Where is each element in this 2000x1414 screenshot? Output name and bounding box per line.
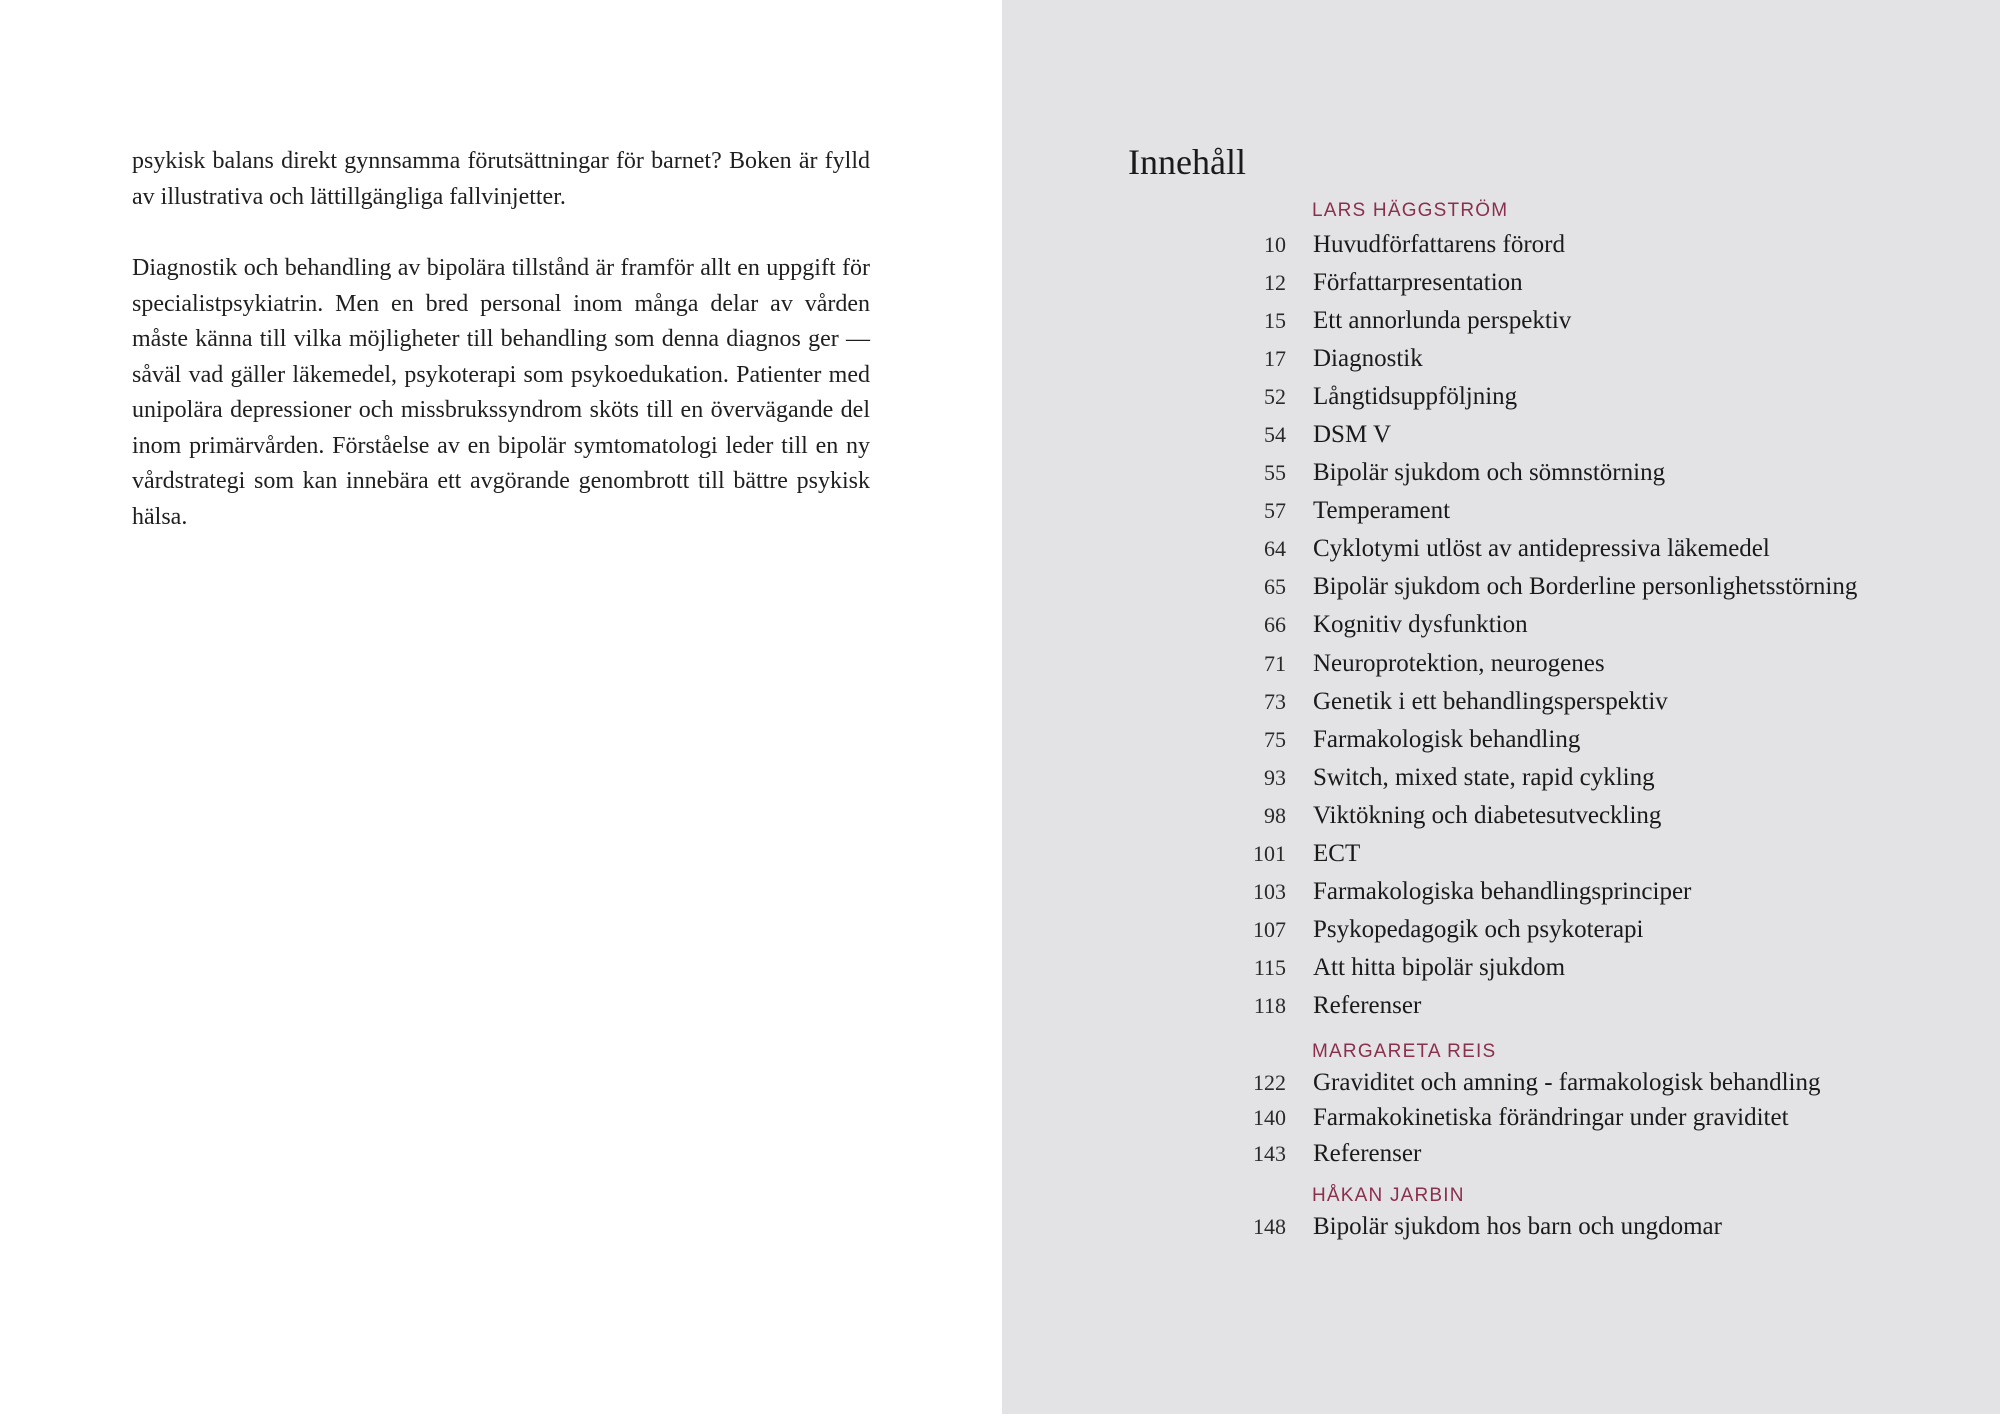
toc-entry-title: Neuroprotektion, neurogenes bbox=[1313, 649, 1605, 677]
toc-title: Innehåll bbox=[1128, 142, 1246, 182]
toc-entry bbox=[1002, 568, 2000, 606]
body-paragraph-1: psykisk balans direkt gynnsamma förutsättningar för barnet? Boken är fylld av illustrativa och lättillgängliga fallvinjetter. bbox=[132, 148, 870, 210]
toc-section-haggstrom bbox=[1002, 198, 2000, 1025]
toc-entry-title: Farmakologisk behandling bbox=[1313, 725, 1581, 753]
toc-entry-title: Diagnostik bbox=[1313, 345, 1423, 373]
toc-entry bbox=[1002, 683, 2000, 721]
toc-entry bbox=[1002, 378, 2000, 416]
toc-page-number: 71 bbox=[1264, 650, 1286, 676]
toc-entry bbox=[1002, 759, 2000, 797]
toc-entry-title: Bipolär sjukdom och sömnstörning bbox=[1313, 459, 1666, 487]
toc-entry bbox=[1002, 302, 2000, 340]
table-of-contents bbox=[1002, 198, 2000, 1245]
toc-entry bbox=[1002, 1065, 2000, 1101]
toc-entry bbox=[1002, 987, 2000, 1025]
toc-entry bbox=[1002, 492, 2000, 530]
toc-page-number: 10 bbox=[1264, 232, 1286, 257]
toc-page-number: 140 bbox=[1253, 1105, 1286, 1131]
toc-entry-title: Farmakologiska behandlingsprinciper bbox=[1313, 877, 1692, 905]
toc-entry-title: Långtidsuppföljning bbox=[1313, 383, 1518, 411]
toc-entry bbox=[1002, 454, 2000, 492]
toc-entry bbox=[1002, 530, 2000, 568]
toc-page-number: 12 bbox=[1264, 270, 1286, 296]
toc-entry-title: Graviditet och amning - farmakologisk behandling bbox=[1313, 1068, 1821, 1096]
toc-page-number: 52 bbox=[1264, 384, 1286, 410]
toc-author-heading: MARGARETA REIS bbox=[1312, 1040, 1497, 1062]
toc-entry-title: Switch, mixed state, rapid cykling bbox=[1313, 763, 1655, 791]
toc-page-number: 98 bbox=[1264, 802, 1286, 828]
right-page bbox=[1002, 0, 2000, 1414]
toc-entry bbox=[1002, 1100, 2000, 1136]
toc-page-number: 148 bbox=[1253, 1214, 1286, 1240]
toc-entry-title: Bipolär sjukdom och Borderline personlighetsstörning bbox=[1313, 573, 1858, 601]
toc-page-number: 57 bbox=[1264, 498, 1286, 524]
toc-page-number: 66 bbox=[1264, 612, 1286, 638]
toc-entry bbox=[1002, 797, 2000, 835]
toc-entry bbox=[1002, 340, 2000, 378]
toc-entry-title: ECT bbox=[1313, 839, 1361, 867]
toc-entry bbox=[1002, 264, 2000, 302]
toc-entry bbox=[1002, 1209, 2000, 1245]
toc-page-number: 122 bbox=[1253, 1069, 1286, 1095]
toc-page-number: 115 bbox=[1253, 954, 1286, 980]
toc-page-number: 73 bbox=[1264, 688, 1286, 714]
toc-entry-title: Referenser bbox=[1313, 991, 1422, 1019]
toc-entry-title: Psykopedagogik och psykoterapi bbox=[1313, 915, 1644, 943]
toc-page-number: 64 bbox=[1264, 536, 1286, 562]
toc-page-number: 118 bbox=[1253, 992, 1286, 1018]
toc-entry-title: Huvudförfattarens förord bbox=[1313, 231, 1565, 258]
toc-entry bbox=[1002, 911, 2000, 949]
toc-page-number: 55 bbox=[1264, 460, 1286, 486]
toc-entry-title: Författarpresentation bbox=[1313, 269, 1523, 297]
toc-page-number: 143 bbox=[1253, 1140, 1286, 1166]
toc-entry-title: Viktökning och diabetesutveckling bbox=[1313, 801, 1662, 829]
toc-section-jarbin bbox=[1002, 1183, 2000, 1245]
toc-entry-title: Farmakokinetiska förändringar under graviditet bbox=[1313, 1104, 1789, 1132]
toc-entry bbox=[1002, 835, 2000, 873]
toc-entry-title: Temperament bbox=[1313, 497, 1451, 525]
toc-section-reis bbox=[1002, 1039, 2000, 1172]
body-paragraph-2: Diagnostik och behandling av bipolära tillstånd är framför allt en uppgift för specialistpsykiatrin. Men en bred personal inom många delar av vården måste känna till vilka möjligheter till behandling som denna diagnos ger — såväl vad gäller läkemedel, psykoterapi som psykoedukation. Patienter med unipolära depressioner och missbrukssyndrom sköts till en övervägande del inom primärvården. Förståelse av en bipolär symtomatologi leder till en ny vårdstrategi som kan innebära ett avgörande genombrott till bättre psykisk hälsa. bbox=[132, 255, 870, 530]
toc-entry bbox=[1002, 606, 2000, 644]
toc-page-number: 103 bbox=[1253, 878, 1286, 904]
toc-entry bbox=[1002, 873, 2000, 911]
toc-page-number: 93 bbox=[1264, 764, 1286, 790]
toc-author-heading: LARS HÄGGSTRÖM bbox=[1312, 200, 1509, 221]
toc-page-number: 107 bbox=[1253, 916, 1286, 942]
toc-entry bbox=[1002, 721, 2000, 759]
toc-entry-title: Genetik i ett behandlingsperspektiv bbox=[1313, 687, 1668, 715]
toc-entry-title: Att hitta bipolär sjukdom bbox=[1313, 953, 1566, 981]
toc-page-number: 101 bbox=[1253, 840, 1286, 866]
toc-entry bbox=[1002, 645, 2000, 683]
toc-entry-title: Kognitiv dysfunktion bbox=[1313, 611, 1528, 639]
toc-entry bbox=[1002, 226, 2000, 264]
toc-page-number: 65 bbox=[1264, 574, 1286, 600]
toc-entry-title: DSM V bbox=[1313, 421, 1392, 449]
toc-page-number: 15 bbox=[1264, 308, 1286, 334]
toc-entry-title: Bipolär sjukdom hos barn och ungdomar bbox=[1313, 1213, 1722, 1241]
toc-author-heading: HÅKAN JARBIN bbox=[1312, 1185, 1465, 1207]
toc-page-number: 75 bbox=[1264, 726, 1286, 752]
toc-page-number: 54 bbox=[1264, 422, 1286, 448]
toc-entry-title: Referenser bbox=[1313, 1139, 1422, 1167]
toc-entry bbox=[1002, 1136, 2000, 1172]
toc-page-number: 17 bbox=[1264, 346, 1286, 372]
toc-entry-title: Cyklotymi utlöst av antidepressiva läkemedel bbox=[1313, 535, 1770, 563]
toc-entry bbox=[1002, 416, 2000, 454]
toc-entry bbox=[1002, 949, 2000, 987]
toc-entry-title: Ett annorlunda perspektiv bbox=[1313, 307, 1572, 335]
